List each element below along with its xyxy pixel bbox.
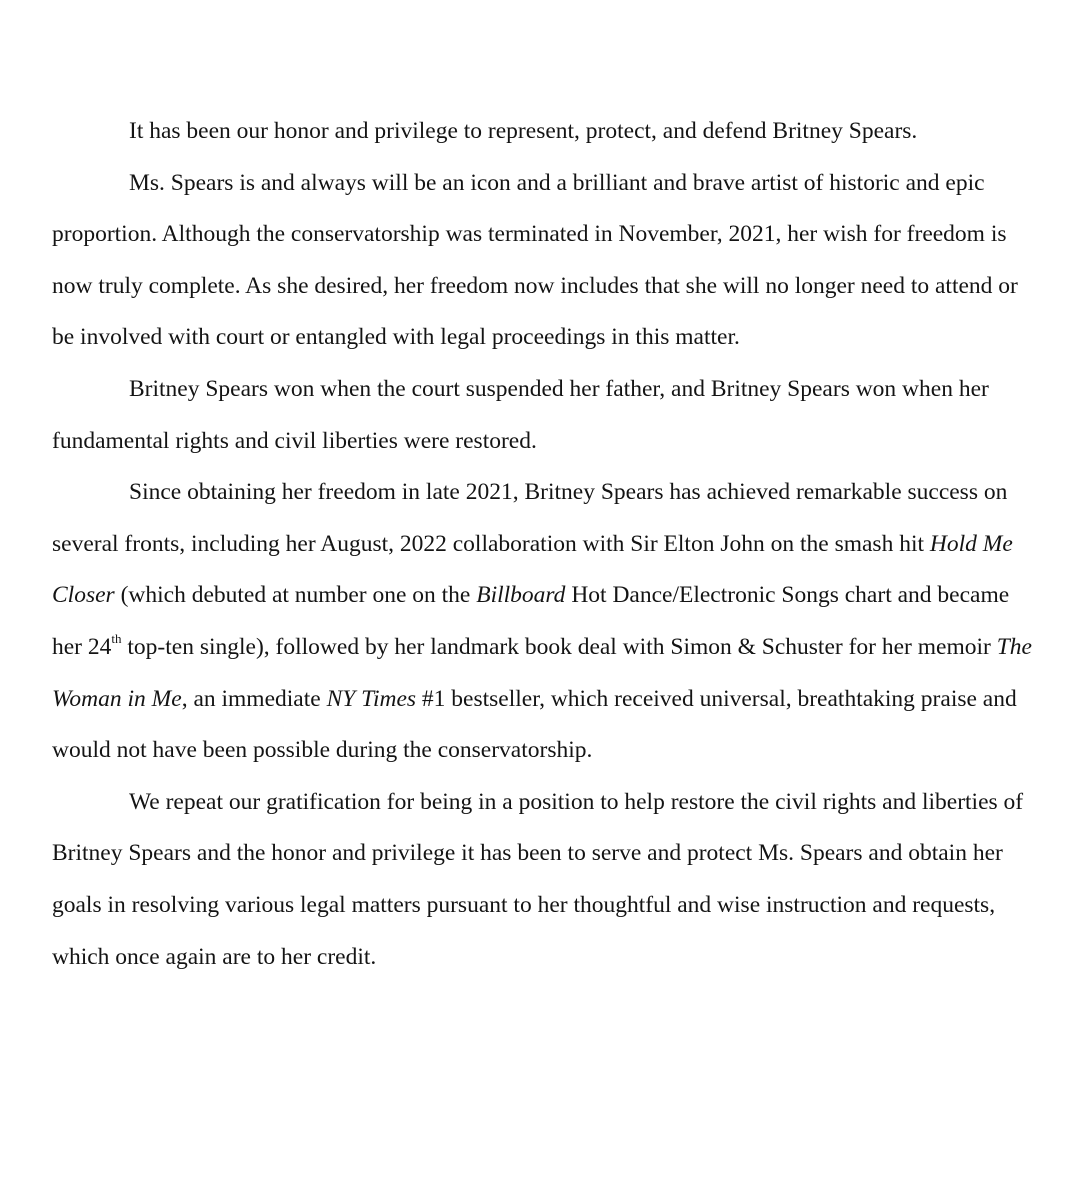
paragraph-1: It has been our honor and privilege to represent, protect, and defend Britney Spears. <box>129 118 918 144</box>
paragraph-4-text-2: (which debuted at number one on the <box>114 582 477 609</box>
chart-name: Billboard <box>476 582 566 609</box>
paragraph-4-text-6: #1 bestseller, which received universal, breathtaking praise and would not have been possible during the conservatorship. <box>52 685 1017 764</box>
paragraph-4-text-1: Since obtaining her freedom in late 2021, Britney Spears has achieved remarkable success on several fronts, including her August, 2022 collaboration with Sir Elton John on the smash hit <box>52 479 1008 557</box>
paragraph-4-text-3: Hot Dance/Electronic Songs chart and became her 24 <box>52 582 1010 660</box>
ordinal-suffix: th <box>111 631 122 647</box>
book-title: The Woman in Me <box>52 633 1032 712</box>
paragraph-3: Britney Spears won when the court suspended her father, and Britney Spears won when her fundamental rights and civil liberties were restored. <box>52 375 989 454</box>
paragraph-4 <box>52 467 1037 777</box>
paragraph-4-text-4: top-ten single), followed by her landmark book deal with Simon & Schuster for her memoir <box>121 633 997 660</box>
paragraph-4-text-5: , an immediate <box>181 685 327 712</box>
paragraph-5: We repeat our gratification for being in a position to help restore the civil rights and liberties of Britney Spears and the honor and privilege it has been to serve and protect Ms. Spears and obtain her goals in resolving various legal matters pursuant to her thoughtful and wise instruction and requests, which once again are to her credit. <box>52 788 1024 970</box>
letter-body <box>52 106 1037 983</box>
publication-name: NY Times <box>326 685 417 712</box>
paragraph-2: Ms. Spears is and always will be an icon and a brilliant and brave artist of historic and epic proportion. Although the conservatorship was terminated in November, 2021, her wish for freedom is now truly complete. As she desired, her freedom now includes that she will no longer need to attend or be involved with court or entangled with legal proceedings in this matter. <box>52 169 1018 351</box>
song-title: Hold Me Closer <box>52 530 1013 609</box>
